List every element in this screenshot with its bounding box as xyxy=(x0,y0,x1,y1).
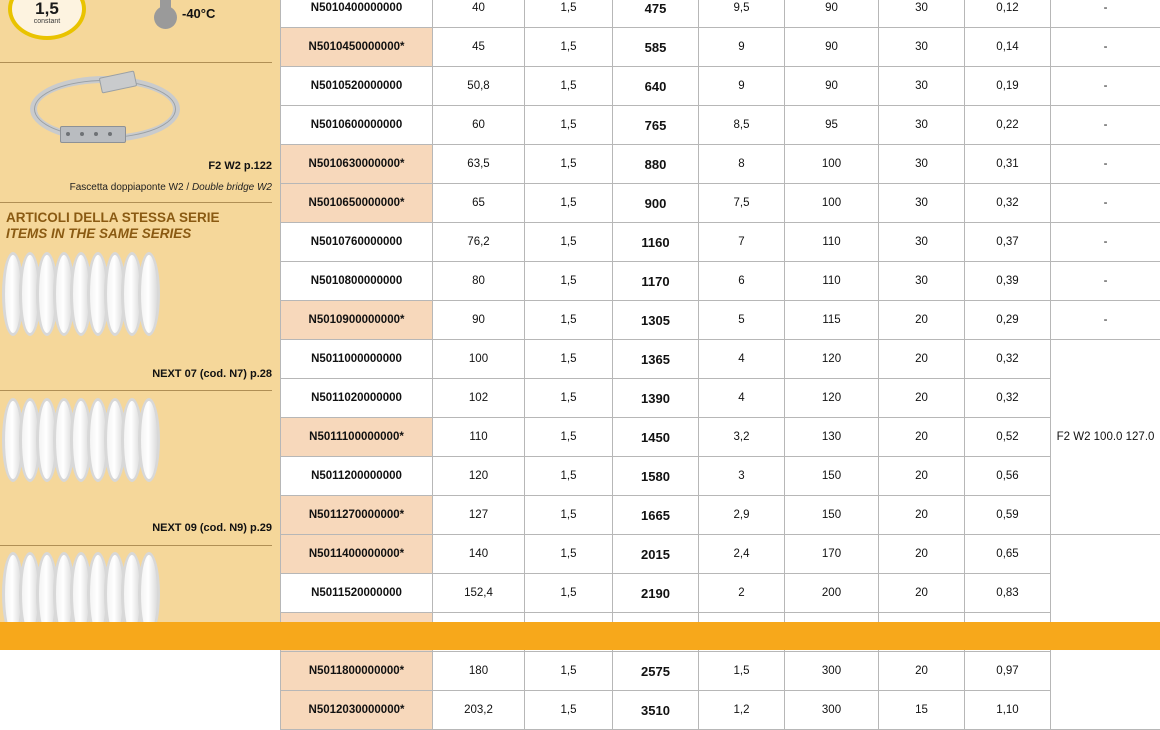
cell-capacity: 585 xyxy=(613,28,699,67)
divider-item-2 xyxy=(0,545,272,546)
table-row xyxy=(281,496,1160,535)
cell-diameter: 63,5 xyxy=(433,145,525,184)
cell-thickness: 1,5 xyxy=(525,262,613,301)
cell-diameter: 120 xyxy=(433,457,525,496)
cell-diameter: 60 xyxy=(433,106,525,145)
cell-code: N5011100000000* xyxy=(281,418,433,457)
specification-table-wrapper xyxy=(280,0,1160,730)
cell-bend-radius: 2,9 xyxy=(699,496,785,535)
cell-weight: 0,12 xyxy=(965,0,1051,28)
cell-weight: 0,52 xyxy=(965,418,1051,457)
cell-capacity: 475 xyxy=(613,0,699,28)
cell-length: 15 xyxy=(879,691,965,730)
cell-weight: 0,32 xyxy=(965,184,1051,223)
cell-capacity: 3510 xyxy=(613,691,699,730)
cell-diameter: 102 xyxy=(433,379,525,418)
cell-diameter: 76,2 xyxy=(433,223,525,262)
cell-diameter: 100 xyxy=(433,340,525,379)
cell-bend-radius: 2,4 xyxy=(699,535,785,574)
cell-clamp-note: F2 W2 100.0 127.0 xyxy=(1051,340,1160,535)
cell-length: 30 xyxy=(879,106,965,145)
cell-diameter: 50,8 xyxy=(433,67,525,106)
cell-vacuum: 120 xyxy=(785,340,879,379)
cell-code: N5012030000000* xyxy=(281,691,433,730)
cell-diameter: 127 xyxy=(433,496,525,535)
cell-vacuum: 90 xyxy=(785,67,879,106)
min-temperature-label: -40°C xyxy=(182,6,215,21)
series-heading-it: ARTICOLI DELLA STESSA SERIE xyxy=(6,210,220,226)
cell-diameter: 140 xyxy=(433,535,525,574)
divider-series xyxy=(0,202,272,203)
cell-bend-radius: 6 xyxy=(699,262,785,301)
cell-capacity: 880 xyxy=(613,145,699,184)
thermometer-bulb-icon xyxy=(154,6,177,29)
clamp-caption-en: Double bridge W2 xyxy=(192,182,272,193)
clamp-reference: F2 W2 p.122 xyxy=(208,160,272,172)
cell-length: 20 xyxy=(879,496,965,535)
cell-bend-radius: 8,5 xyxy=(699,106,785,145)
divider-item-1 xyxy=(0,390,272,391)
cell-vacuum: 110 xyxy=(785,223,879,262)
cell-length: 30 xyxy=(879,28,965,67)
cell-clamp-note: - xyxy=(1051,67,1160,106)
cell-code: N5010650000000* xyxy=(281,184,433,223)
cell-length: 20 xyxy=(879,535,965,574)
constant-badge-value: 1,5 xyxy=(35,0,59,18)
cell-capacity: 1365 xyxy=(613,340,699,379)
cell-thickness: 1,5 xyxy=(525,574,613,613)
table-row xyxy=(281,145,1160,184)
cell-thickness: 1,5 xyxy=(525,457,613,496)
cell-thickness: 1,5 xyxy=(525,496,613,535)
cell-code: N5010900000000* xyxy=(281,301,433,340)
related-item-label-1[interactable]: NEXT 07 (cod. N7) p.28 xyxy=(152,368,272,380)
cell-weight: 0,97 xyxy=(965,652,1051,691)
cell-thickness: 1,5 xyxy=(525,145,613,184)
cell-vacuum: 130 xyxy=(785,418,879,457)
cell-thickness: 1,5 xyxy=(525,418,613,457)
cell-diameter: 203,2 xyxy=(433,691,525,730)
cell-code: N5010520000000 xyxy=(281,67,433,106)
cell-code: N5011270000000* xyxy=(281,496,433,535)
table-row xyxy=(281,379,1160,418)
cell-weight: 0,59 xyxy=(965,496,1051,535)
series-heading xyxy=(6,210,220,242)
cell-length: 30 xyxy=(879,145,965,184)
cell-thickness: 1,5 xyxy=(525,28,613,67)
table-row xyxy=(281,184,1160,223)
cell-code: N5011200000000 xyxy=(281,457,433,496)
cell-diameter: 45 xyxy=(433,28,525,67)
table-row xyxy=(281,67,1160,106)
cell-vacuum: 150 xyxy=(785,496,879,535)
cell-clamp-note: - xyxy=(1051,28,1160,67)
cell-weight: 0,65 xyxy=(965,535,1051,574)
constant-badge-bottom-label: constant xyxy=(34,18,60,26)
cell-length: 30 xyxy=(879,0,965,28)
table-row xyxy=(281,418,1160,457)
cell-weight: 0,31 xyxy=(965,145,1051,184)
cell-clamp-note: - xyxy=(1051,223,1160,262)
cell-code: N5010600000000 xyxy=(281,106,433,145)
cell-bend-radius: 7 xyxy=(699,223,785,262)
cell-bend-radius: 9,5 xyxy=(699,0,785,28)
temperature-range-block xyxy=(148,0,278,60)
cell-capacity: 1580 xyxy=(613,457,699,496)
table-row xyxy=(281,106,1160,145)
cell-length: 30 xyxy=(879,67,965,106)
cell-vacuum: 100 xyxy=(785,145,879,184)
divider-top xyxy=(0,62,272,63)
cell-bend-radius: 5 xyxy=(699,301,785,340)
cell-weight: 0,56 xyxy=(965,457,1051,496)
cell-capacity: 1305 xyxy=(613,301,699,340)
hose-image-2 xyxy=(2,398,182,484)
related-item-label-2[interactable]: NEXT 09 (cod. N9) p.29 xyxy=(152,522,272,534)
hose-image-1 xyxy=(2,252,182,338)
cell-length: 20 xyxy=(879,418,965,457)
cell-bend-radius: 3,2 xyxy=(699,418,785,457)
table-row xyxy=(281,574,1160,613)
bottom-bar-left xyxy=(0,622,280,650)
cell-bend-radius: 2 xyxy=(699,574,785,613)
cell-capacity: 640 xyxy=(613,67,699,106)
cell-weight: 0,37 xyxy=(965,223,1051,262)
cell-vacuum: 170 xyxy=(785,535,879,574)
table-row xyxy=(281,301,1160,340)
cell-code: N5010760000000 xyxy=(281,223,433,262)
cell-diameter: 80 xyxy=(433,262,525,301)
cell-thickness: 1,5 xyxy=(525,0,613,28)
cell-thickness: 1,5 xyxy=(525,340,613,379)
cell-bend-radius: 9 xyxy=(699,28,785,67)
cell-vacuum: 100 xyxy=(785,184,879,223)
cell-vacuum: 300 xyxy=(785,652,879,691)
cell-weight: 0,39 xyxy=(965,262,1051,301)
cell-vacuum: 95 xyxy=(785,106,879,145)
cell-bend-radius: 1,5 xyxy=(699,652,785,691)
cell-capacity: 1170 xyxy=(613,262,699,301)
cell-clamp-note: - xyxy=(1051,0,1160,28)
cell-thickness: 1,5 xyxy=(525,652,613,691)
cell-thickness: 1,5 xyxy=(525,106,613,145)
cell-diameter: 40 xyxy=(433,0,525,28)
cell-vacuum: 90 xyxy=(785,0,879,28)
cell-weight: 0,83 xyxy=(965,574,1051,613)
cell-capacity: 765 xyxy=(613,106,699,145)
cell-vacuum: 110 xyxy=(785,262,879,301)
cell-vacuum: 200 xyxy=(785,574,879,613)
cell-vacuum: 115 xyxy=(785,301,879,340)
cell-weight: 0,19 xyxy=(965,67,1051,106)
cell-clamp-note: - xyxy=(1051,184,1160,223)
cell-weight: 0,14 xyxy=(965,28,1051,67)
cell-clamp-note: - xyxy=(1051,262,1160,301)
cell-vacuum: 120 xyxy=(785,379,879,418)
cell-code: N5011000000000 xyxy=(281,340,433,379)
table-row xyxy=(281,652,1160,691)
cell-vacuum: 90 xyxy=(785,28,879,67)
cell-thickness: 1,5 xyxy=(525,379,613,418)
cell-capacity: 1665 xyxy=(613,496,699,535)
cell-vacuum: 150 xyxy=(785,457,879,496)
table-row xyxy=(281,535,1160,574)
cell-code: N5011020000000 xyxy=(281,379,433,418)
cell-weight: 0,29 xyxy=(965,301,1051,340)
cell-bend-radius: 3 xyxy=(699,457,785,496)
cell-code: N5010400000000 xyxy=(281,0,433,28)
cell-bend-radius: 4 xyxy=(699,340,785,379)
cell-vacuum: 300 xyxy=(785,691,879,730)
cell-code: N5011520000000 xyxy=(281,574,433,613)
cell-length: 20 xyxy=(879,457,965,496)
sidebar xyxy=(0,0,280,650)
table-row xyxy=(281,457,1160,496)
cell-length: 30 xyxy=(879,262,965,301)
cell-diameter: 65 xyxy=(433,184,525,223)
cell-weight: 0,22 xyxy=(965,106,1051,145)
cell-thickness: 1,5 xyxy=(525,67,613,106)
cell-bend-radius: 8 xyxy=(699,145,785,184)
cell-capacity: 900 xyxy=(613,184,699,223)
cell-diameter: 152,4 xyxy=(433,574,525,613)
cell-diameter: 180 xyxy=(433,652,525,691)
cell-length: 30 xyxy=(879,223,965,262)
cell-thickness: 1,5 xyxy=(525,535,613,574)
series-heading-en: ITEMS IN THE SAME SERIES xyxy=(6,226,220,242)
cell-diameter: 110 xyxy=(433,418,525,457)
clamp-bridge-icon xyxy=(60,126,126,143)
clamp-caption xyxy=(70,182,272,193)
cell-code: N5010630000000* xyxy=(281,145,433,184)
cell-capacity: 2190 xyxy=(613,574,699,613)
specification-table xyxy=(280,0,1160,730)
cell-code: N5010800000000 xyxy=(281,262,433,301)
table-row xyxy=(281,223,1160,262)
cell-capacity: 1450 xyxy=(613,418,699,457)
cell-weight: 1,10 xyxy=(965,691,1051,730)
table-row xyxy=(281,28,1160,67)
cell-code: N5011400000000* xyxy=(281,535,433,574)
cell-bend-radius: 7,5 xyxy=(699,184,785,223)
cell-capacity: 1160 xyxy=(613,223,699,262)
cell-diameter: 90 xyxy=(433,301,525,340)
cell-weight: 0,32 xyxy=(965,340,1051,379)
cell-thickness: 1,5 xyxy=(525,184,613,223)
cell-thickness: 1,5 xyxy=(525,223,613,262)
table-row xyxy=(281,262,1160,301)
cell-thickness: 1,5 xyxy=(525,301,613,340)
table-row xyxy=(281,691,1160,730)
cell-length: 20 xyxy=(879,340,965,379)
cell-weight: 0,32 xyxy=(965,379,1051,418)
cell-length: 20 xyxy=(879,652,965,691)
cell-code: N5010450000000* xyxy=(281,28,433,67)
cell-clamp-note: - xyxy=(1051,145,1160,184)
cell-length: 20 xyxy=(879,301,965,340)
constant-badge xyxy=(8,0,86,40)
table-row xyxy=(281,340,1160,379)
cell-code: N5011800000000* xyxy=(281,652,433,691)
cell-capacity: 1390 xyxy=(613,379,699,418)
cell-length: 30 xyxy=(879,184,965,223)
cell-length: 20 xyxy=(879,574,965,613)
cell-thickness: 1,5 xyxy=(525,691,613,730)
cell-clamp-note: - xyxy=(1051,106,1160,145)
cell-bend-radius: 1,2 xyxy=(699,691,785,730)
cell-bend-radius: 4 xyxy=(699,379,785,418)
cell-clamp-note: - xyxy=(1051,301,1160,340)
cell-capacity: 2575 xyxy=(613,652,699,691)
cell-capacity: 2015 xyxy=(613,535,699,574)
cell-length: 20 xyxy=(879,379,965,418)
cell-bend-radius: 9 xyxy=(699,67,785,106)
clamp-illustration xyxy=(20,72,200,152)
table-row xyxy=(281,0,1160,28)
clamp-caption-it: Fascetta doppiaponte W2 / xyxy=(70,182,190,193)
